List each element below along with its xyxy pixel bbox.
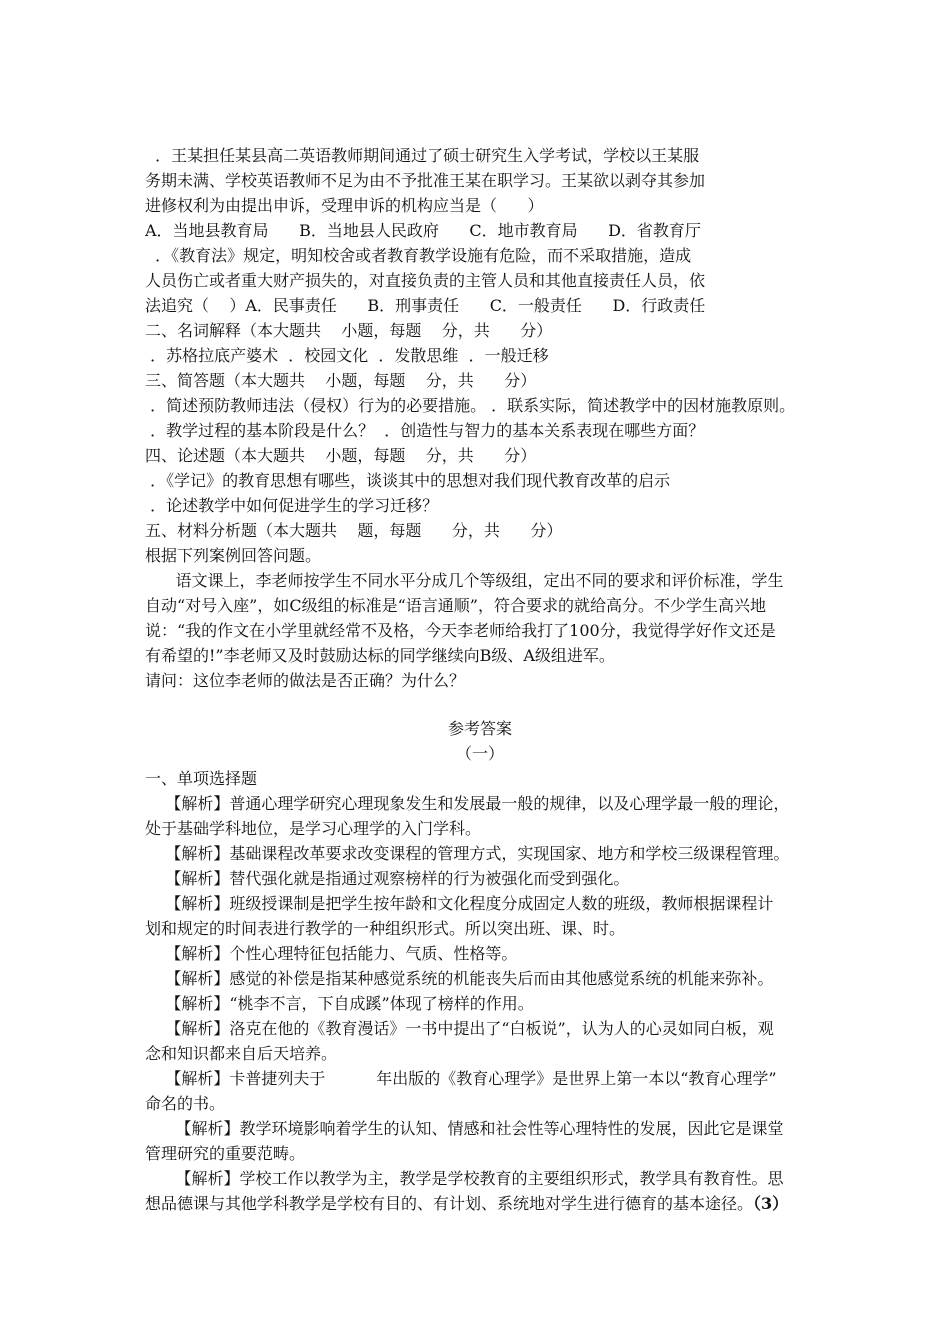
section-2-items: ．苏格拉底产婆术 ．校园文化 ．发散思维 ．一般迁移 — [145, 346, 549, 365]
answer-2: 【解析】基础课程改革要求改变课程的管理方式，实现国家、地方和学校三级课程管理。 — [145, 844, 790, 863]
answer-11-line-2 — [145, 1193, 815, 1215]
question-wang-line-1: ．王某担任某县高二英语教师期间通过了硕士研究生入学考试，学校以王某服 — [145, 146, 700, 165]
answer-11-line-2-text: 想品德课与其他学科教学是学校有目的、有计划、系统地对学生进行德育的基本途径。 — [145, 1194, 754, 1213]
answer-8-line-1: 【解析】洛克在他的《教育漫话》一书中提出了“白板说”，认为人的心灵如同白板，观 — [145, 1019, 774, 1038]
answer-3: 【解析】替代强化就是指通过观察榜样的行为被强化而受到强化。 — [145, 869, 630, 888]
section-4-item-1: ．《学记》的教育思想有哪些，谈谈其中的思想对我们现代教育改革的启示 — [145, 471, 671, 490]
answer-9-line-2: 命名的书。 — [145, 1094, 226, 1113]
answer-6: 【解析】感觉的补偿是指某种感觉系统的机能丧失后而由其他感觉系统的机能来弥补。 — [145, 969, 774, 988]
section-4-title: 四、论述题（本大题共 小题，每题 分，共 分） — [145, 446, 537, 465]
section-4-item-2: ．论述教学中如何促进学生的学习迁移？ — [145, 496, 439, 515]
answer-1-line-2: 处于基础学科地位，是学习心理学的入门学科。 — [145, 819, 482, 838]
question-wang-line-2: 务期未满、学校英语教师不足为由不予批准王某在职学习。王某欲以剥夺其参加 — [145, 171, 706, 190]
answer-8-line-2: 念和知识都来自后天培养。 — [145, 1044, 338, 1063]
answer-9-line-1: 【解析】卡普捷列夫于 年出版的《教育心理学》是世界上第一本以“教育心理学” — [145, 1069, 777, 1088]
question-edu-law-line-3: 法追究（ ）A．民事责任 B．刑事责任 C．一般责任 D．行政责任 — [145, 296, 706, 315]
answers-title: 参考答案 — [447, 719, 512, 738]
answer-10-line-2: 管理研究的重要范畴。 — [145, 1144, 306, 1163]
question-wang-line-3: 进修权利为由提出申诉，受理申诉的机构应当是（ ） — [145, 196, 544, 215]
question-edu-law-line-1: ．《教育法》规定，明知校舍或者教育教学设施有危险，而不采取措施，造成 — [145, 246, 692, 265]
section-3-items-line-1: ．简述预防教师违法（侵权）行为的必要措施。 ．联系实际，简述教学中的因材施教原则。 — [145, 396, 796, 415]
answers-section-title: 一、单项选择题 — [145, 769, 258, 788]
answer-5: 【解析】个性心理特征包括能力、气质、性格等。 — [145, 944, 518, 963]
answer-1-line-1: 【解析】普通心理学研究心理现象发生和发展最一般的规律，以及心理学最一般的理论， — [145, 794, 790, 813]
answer-11-line-1: 【解析】学校工作以教学为主，教学是学校教育的主要组织形式，教学具有教育性。思 — [145, 1169, 784, 1188]
case-question: 请问：这位李老师的做法是否正确？为什么？ — [145, 671, 466, 690]
answer-4-line-2: 划和规定的时间表进行教学的一种组织形式。所以突出班、课、时。 — [145, 919, 626, 938]
answer-7: 【解析】“桃李不言，下自成蹊”体现了榜样的作用。 — [145, 994, 534, 1013]
question-wang-options: A．当地县教育局 B．当地县人民政府 C．地市教育局 D．省教育厅 — [145, 221, 701, 240]
question-edu-law-line-2: 人员伤亡或者重大财产损失的，对直接负责的主管人员和其他直接责任人员，依 — [145, 271, 706, 290]
answers-subtitle: （一） — [455, 744, 504, 763]
section-3-items-line-2: ．教学过程的基本阶段是什么？ ．创造性与智力的基本关系表现在哪些方面？ — [145, 421, 705, 440]
case-text-line-1: 语文课上，李老师按学生不同水平分成几个等级组，定出不同的要求和评价标准，学生 — [145, 571, 784, 590]
answer-10-line-1: 【解析】教学环境影响着学生的认知、情感和社会性等心理特性的发展，因此它是课堂 — [145, 1119, 784, 1138]
section-5-title: 五、材料分析题（本大题共 题，每题 分，共 分） — [145, 521, 563, 540]
section-3-title: 三、简答题（本大题共 小题，每题 分，共 分） — [145, 371, 537, 390]
section-5-intro: 根据下列案例回答问题。 — [145, 546, 322, 565]
answer-11-line-2-tail: （3） — [753, 1194, 789, 1213]
section-2-title: 二、名词解释（本大题共 小题，每题 分，共 分） — [145, 321, 553, 340]
answer-4-line-1: 【解析】班级授课制是把学生按年龄和文化程度分成固定人数的班级，教师根据课程计 — [145, 894, 774, 913]
case-text-line-2: 自动“对号入座”，如C级组的标准是“语言通顺”，符合要求的就给高分。不少学生高兴地 — [145, 596, 766, 615]
case-text-line-3: 说：“我的作文在小学里就经常不及格，今天李老师给我打了100分，我觉得学好作文还是 — [145, 621, 776, 640]
case-text-line-4: 有希望的!”李老师又及时鼓励达标的同学继续向B级、A级组进军。 — [145, 646, 615, 665]
